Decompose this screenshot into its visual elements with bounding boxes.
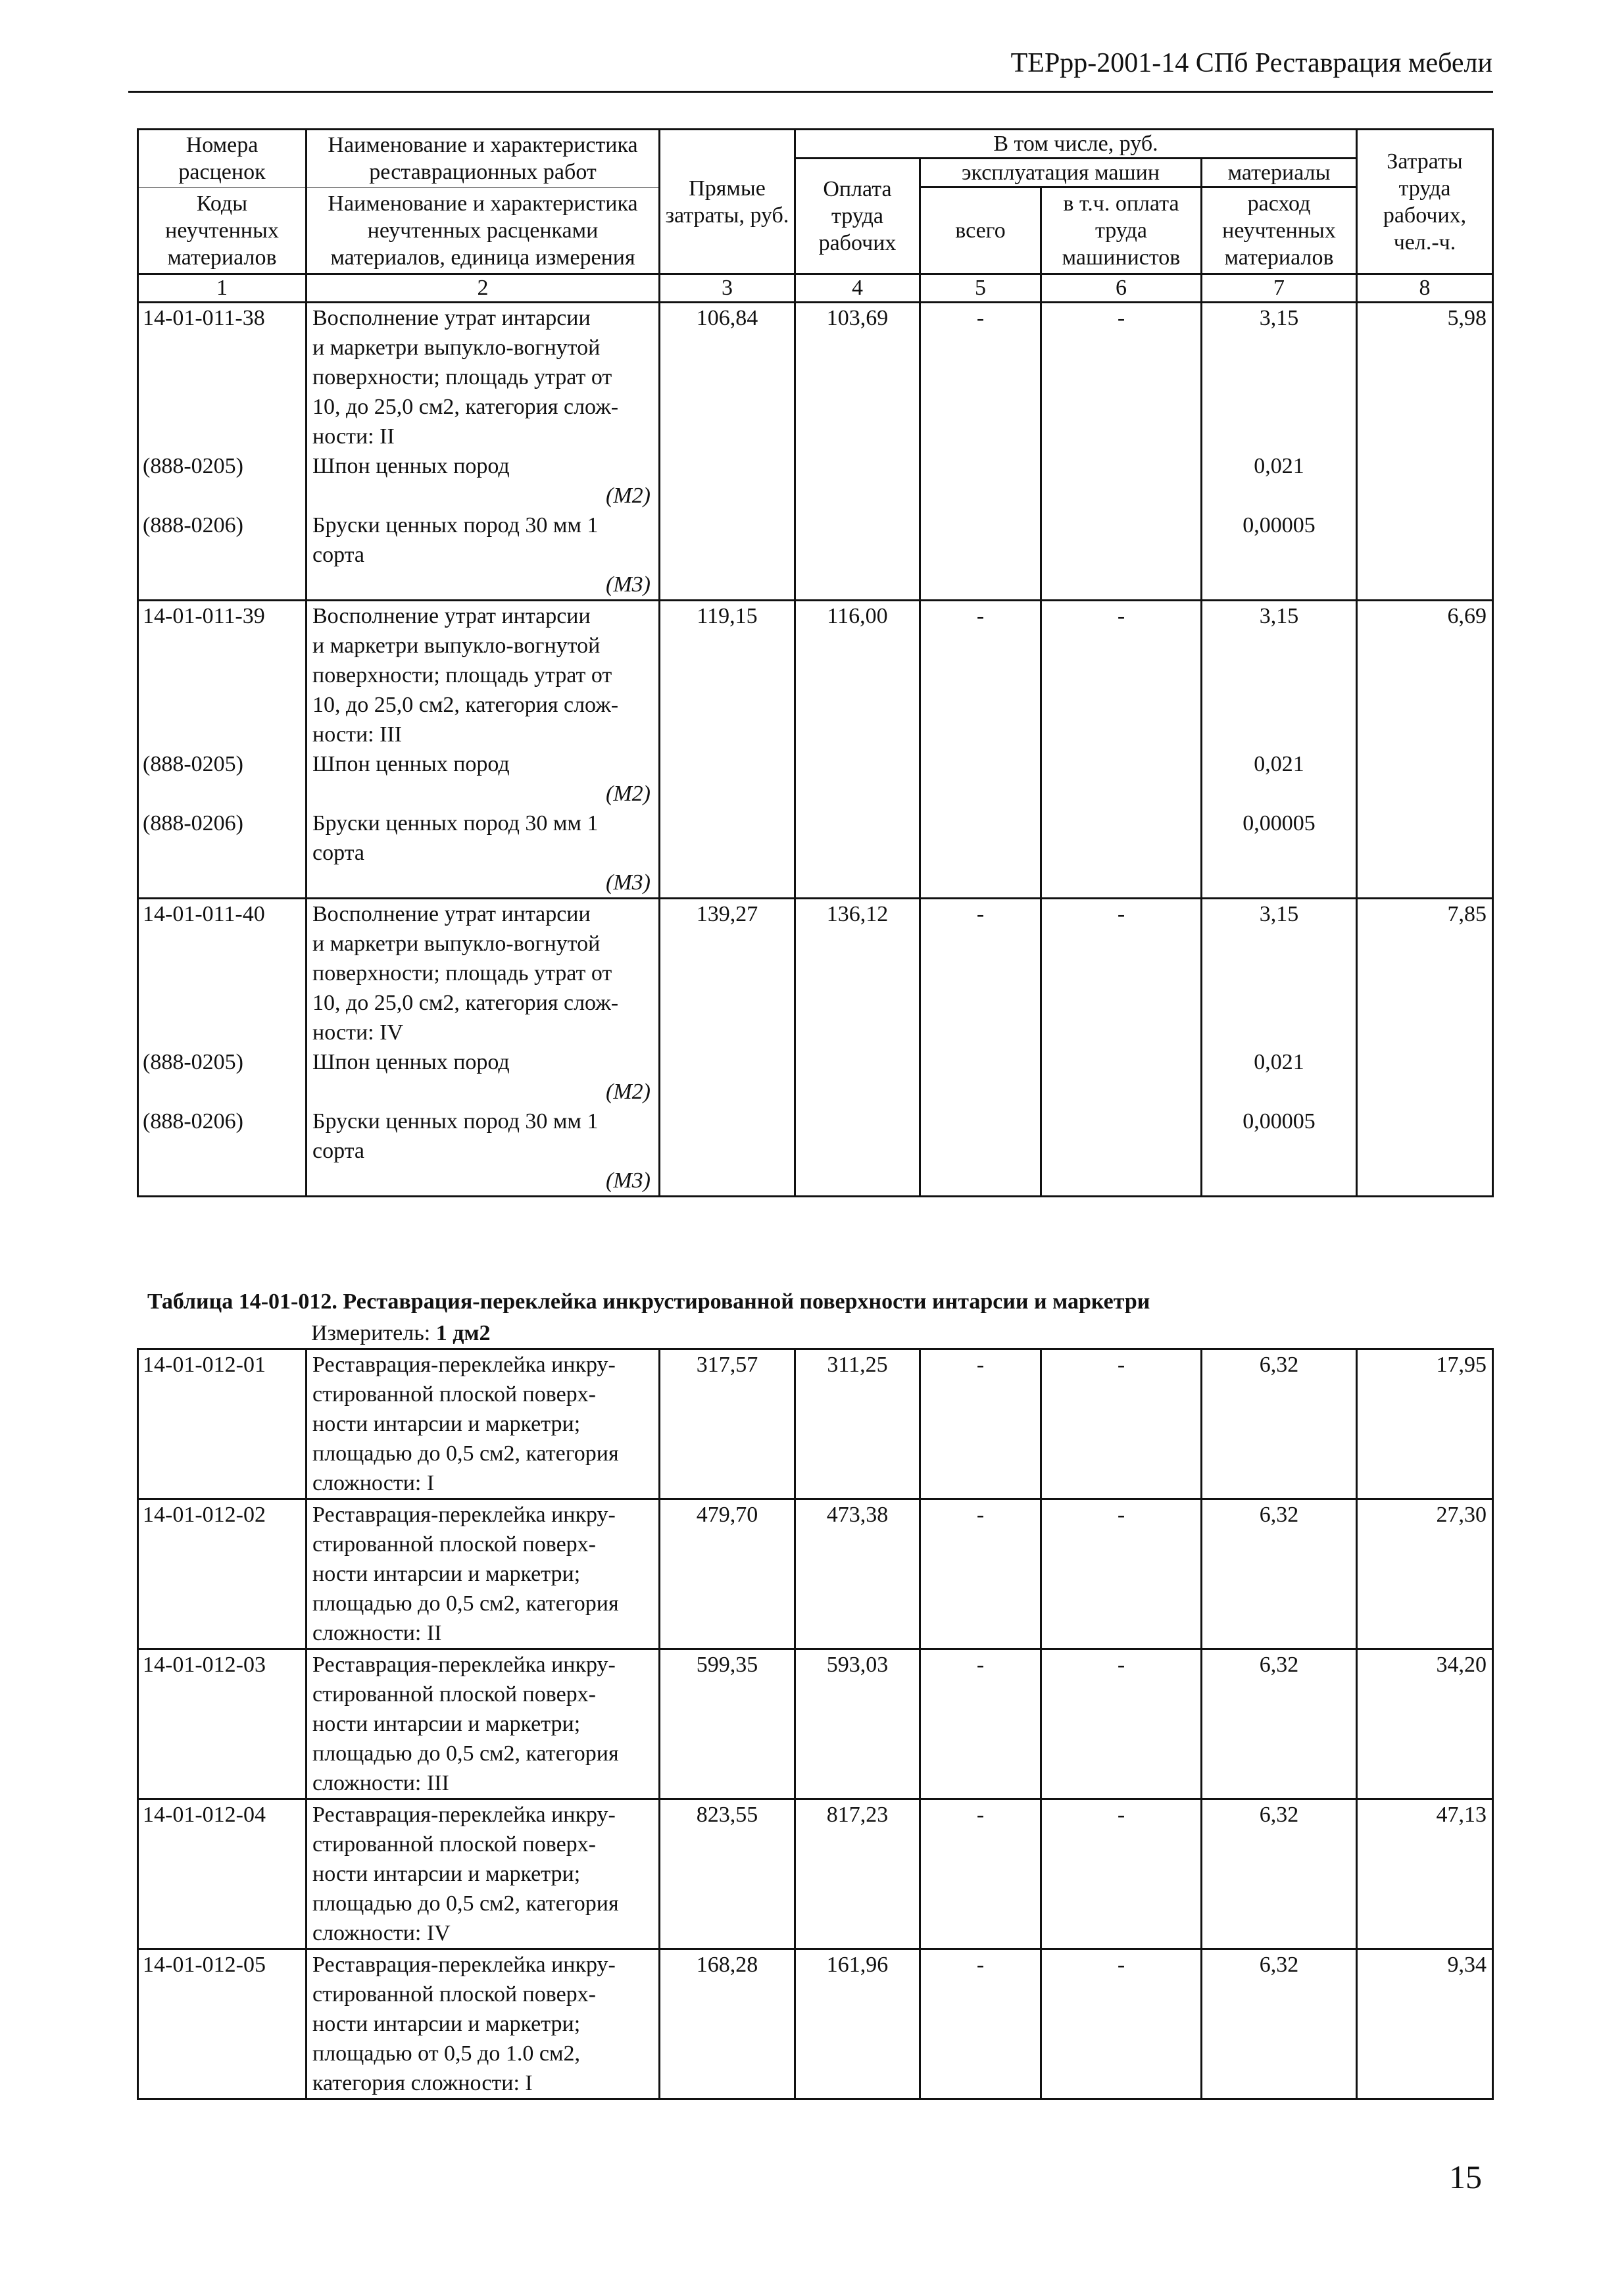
material-code: (888-0205) xyxy=(138,451,307,511)
material-qty: 0,00005 xyxy=(1202,809,1357,899)
name-line: Реставрация-переклейка инкру- xyxy=(312,1953,616,1977)
name-line: ности: II xyxy=(312,424,395,449)
material-code: (888-0206) xyxy=(138,1107,307,1197)
material-code: (888-0206) xyxy=(138,809,307,899)
rates-table-2 xyxy=(137,1348,1494,2100)
name-line: поверхности; площадь утрат от xyxy=(312,961,612,986)
header-col1-top: Номера расценок xyxy=(138,130,307,187)
name-line: стированной плоской поверх- xyxy=(312,1832,596,1857)
materials-cost: 6,32 xyxy=(1202,1349,1357,1499)
rate-code: 14-01-012-01 xyxy=(138,1349,307,1499)
column-numbers-row xyxy=(138,274,1493,303)
name-line: поверхности; площадь утрат от xyxy=(312,663,612,687)
column-number: 3 xyxy=(660,274,795,303)
name-line: площадью до 0,5 см2, категория xyxy=(312,1741,619,1766)
material-qty: 0,021 xyxy=(1202,1047,1357,1107)
rates-table xyxy=(137,128,1494,1197)
machinists-cost: - xyxy=(1041,1499,1202,1649)
material-name xyxy=(307,451,660,511)
materials-cost: 3,15 xyxy=(1202,303,1357,452)
labor-cost: 593,03 xyxy=(795,1649,920,1799)
unit-label: (М3) xyxy=(606,870,651,895)
name-line: сорта xyxy=(312,1139,365,1163)
machines-cost: - xyxy=(920,1649,1041,1799)
unit-label: (М2) xyxy=(606,484,651,508)
materials-cost: 6,32 xyxy=(1202,1949,1357,2099)
rate-code: 14-01-012-03 xyxy=(138,1649,307,1799)
material-name xyxy=(307,809,660,899)
rate-code: 14-01-012-02 xyxy=(138,1499,307,1649)
machinists-cost: - xyxy=(1041,1349,1202,1499)
table2-meter xyxy=(311,1321,491,1346)
material-name xyxy=(307,511,660,601)
name-line: поверхности; площадь утрат от xyxy=(312,365,612,389)
rate-name xyxy=(307,1949,660,2099)
direct-cost: 168,28 xyxy=(660,1949,795,2099)
labor-cost: 311,25 xyxy=(795,1349,920,1499)
name-line: Реставрация-переклейка инкру- xyxy=(312,1803,616,1827)
rate-name xyxy=(307,1799,660,1949)
column-number: 4 xyxy=(795,274,920,303)
table-row xyxy=(138,1499,1493,1649)
table-row xyxy=(138,303,1493,452)
page-number: 15 xyxy=(1449,2159,1482,2195)
labor-hours: 27,30 xyxy=(1357,1499,1493,1649)
column-number: 1 xyxy=(138,274,307,303)
header-col4: Оплата труда рабочих xyxy=(795,159,920,274)
header-group: В том числе, руб. xyxy=(795,130,1357,159)
direct-cost: 139,27 xyxy=(660,899,795,1197)
name-line: 10, до 25,0 см2, категория слож- xyxy=(312,693,619,717)
rate-name xyxy=(307,1349,660,1499)
header-materials: материалы xyxy=(1202,159,1357,187)
unit-label: (М2) xyxy=(606,1080,651,1104)
unit-label: (М3) xyxy=(606,1168,651,1193)
name-line: Восполнение утрат интарсии xyxy=(312,902,591,926)
name-line: стированной плоской поверх- xyxy=(312,1382,596,1407)
labor-cost: 136,12 xyxy=(795,899,920,1197)
labor-hours: 6,69 xyxy=(1357,601,1493,899)
material-qty: 0,00005 xyxy=(1202,511,1357,601)
header-col8: Затраты труда рабочих, чел.-ч. xyxy=(1357,130,1493,274)
rate-code: 14-01-011-40 xyxy=(138,899,307,1048)
machines-cost: - xyxy=(920,1499,1041,1649)
name-line: и маркетри выпукло-вогнутой xyxy=(312,932,601,956)
name-line: площадью до 0,5 см2, категория xyxy=(312,1891,619,1916)
labor-hours: 34,20 xyxy=(1357,1649,1493,1799)
name-line: Реставрация-переклейка инкру- xyxy=(312,1503,616,1527)
labor-hours: 5,98 xyxy=(1357,303,1493,601)
labor-hours: 7,85 xyxy=(1357,899,1493,1197)
machinists-cost: - xyxy=(1041,899,1202,1197)
name-line: категория сложности: I xyxy=(312,2071,533,2095)
labor-cost: 103,69 xyxy=(795,303,920,601)
machines-cost: - xyxy=(920,899,1041,1197)
name-line: ности интарсии и маркетри; xyxy=(312,1412,581,1436)
name-line: Восполнение утрат интарсии xyxy=(312,604,591,628)
rate-code: 14-01-012-04 xyxy=(138,1799,307,1949)
name-line: и маркетри выпукло-вогнутой xyxy=(312,336,601,360)
name-line: сложности: I xyxy=(312,1471,435,1495)
name-line: 10, до 25,0 см2, категория слож- xyxy=(312,395,619,419)
rate-name xyxy=(307,303,660,452)
material-qty: 0,00005 xyxy=(1202,1107,1357,1197)
name-line: Шпон ценных пород xyxy=(312,1050,510,1074)
table-header xyxy=(138,130,1493,303)
rate-name xyxy=(307,1649,660,1799)
header-col2-bottom: Наименование и характеристика неучтенных расценками материалов, единица измерения xyxy=(307,187,660,274)
name-line: Бруски ценных пород 30 мм 1 xyxy=(312,811,599,836)
machines-cost: - xyxy=(920,1799,1041,1949)
table-row xyxy=(138,899,1493,1048)
name-line: стированной плоской поверх- xyxy=(312,1982,596,2007)
materials-cost: 3,15 xyxy=(1202,601,1357,750)
material-code: (888-0205) xyxy=(138,1047,307,1107)
column-number: 6 xyxy=(1041,274,1202,303)
direct-cost: 119,15 xyxy=(660,601,795,899)
column-number: 8 xyxy=(1357,274,1493,303)
table2-caption: Таблица 14-01-012. Реставрация-переклейка инкрустированной поверхности интарсии и маркетри xyxy=(147,1289,1150,1314)
name-line: 10, до 25,0 см2, категория слож- xyxy=(312,991,619,1015)
materials-cost: 6,32 xyxy=(1202,1799,1357,1949)
header-col7: расход неучтенных материалов xyxy=(1202,187,1357,274)
table-row xyxy=(138,601,1493,750)
running-header: ТЕРрр-2001-14 СПб Реставрация мебели xyxy=(1010,48,1492,78)
direct-cost: 599,35 xyxy=(660,1649,795,1799)
meter-value: 1 дм2 xyxy=(435,1321,491,1345)
name-line: сложности: II xyxy=(312,1621,442,1645)
rate-code: 14-01-011-38 xyxy=(138,303,307,452)
direct-cost: 823,55 xyxy=(660,1799,795,1949)
materials-cost: 3,15 xyxy=(1202,899,1357,1048)
name-line: стированной плоской поверх- xyxy=(312,1682,596,1707)
table2-body xyxy=(138,1349,1493,2099)
name-line: ности интарсии и маркетри; xyxy=(312,2012,581,2036)
name-line: сорта xyxy=(312,841,365,865)
machinists-cost: - xyxy=(1041,1949,1202,2099)
name-line: площадью от 0,5 до 1.0 см2, xyxy=(312,2041,580,2066)
name-line: ности: IV xyxy=(312,1020,404,1045)
name-line: Реставрация-переклейка инкру- xyxy=(312,1353,616,1377)
name-line: Реставрация-переклейка инкру- xyxy=(312,1653,616,1677)
machines-cost: - xyxy=(920,601,1041,899)
rate-name xyxy=(307,899,660,1048)
direct-cost: 317,57 xyxy=(660,1349,795,1499)
name-line: площадью до 0,5 см2, категория xyxy=(312,1591,619,1616)
machinists-cost: - xyxy=(1041,1649,1202,1799)
meter-label: Измеритель: xyxy=(311,1321,431,1345)
labor-cost: 161,96 xyxy=(795,1949,920,2099)
name-line: Шпон ценных пород xyxy=(312,454,510,478)
header-machines: эксплуатация машин xyxy=(920,159,1202,187)
name-line: площадью до 0,5 см2, категория xyxy=(312,1441,619,1466)
machinists-cost: - xyxy=(1041,601,1202,899)
name-line: Бруски ценных пород 30 мм 1 xyxy=(312,513,599,537)
table-row xyxy=(138,1349,1493,1499)
materials-cost: 6,32 xyxy=(1202,1499,1357,1649)
name-line: ности интарсии и маркетри; xyxy=(312,1562,581,1586)
name-line: ности: III xyxy=(312,722,403,747)
name-line: Восполнение утрат интарсии xyxy=(312,306,591,330)
rate-code: 14-01-012-05 xyxy=(138,1949,307,2099)
labor-cost: 817,23 xyxy=(795,1799,920,1949)
column-number: 7 xyxy=(1202,274,1357,303)
machines-cost: - xyxy=(920,1949,1041,2099)
labor-cost: 473,38 xyxy=(795,1499,920,1649)
material-code: (888-0205) xyxy=(138,749,307,809)
header-col3: Прямые затраты, руб. xyxy=(660,130,795,274)
rate-name xyxy=(307,1499,660,1649)
rate-name xyxy=(307,601,660,750)
labor-hours: 9,34 xyxy=(1357,1949,1493,2099)
table-row xyxy=(138,1649,1493,1799)
name-line: ности интарсии и маркетри; xyxy=(312,1712,581,1736)
table-row xyxy=(138,1799,1493,1949)
table-row xyxy=(138,1949,1493,2099)
name-line: и маркетри выпукло-вогнутой xyxy=(312,634,601,658)
material-name xyxy=(307,1047,660,1107)
header-col2-top: Наименование и характеристика реставрационных работ xyxy=(307,130,660,187)
material-qty: 0,021 xyxy=(1202,451,1357,511)
name-line: сорта xyxy=(312,543,365,567)
machines-cost: - xyxy=(920,303,1041,601)
name-line: Шпон ценных пород xyxy=(312,752,510,776)
column-number: 5 xyxy=(920,274,1041,303)
header-col6: в т.ч. оплата труда машинистов xyxy=(1041,187,1202,274)
column-number: 2 xyxy=(307,274,660,303)
name-line: Бруски ценных пород 30 мм 1 xyxy=(312,1109,599,1134)
unit-label: (М3) xyxy=(606,572,651,597)
material-name xyxy=(307,749,660,809)
header-col5: всего xyxy=(920,187,1041,274)
material-name xyxy=(307,1107,660,1197)
labor-hours: 17,95 xyxy=(1357,1349,1493,1499)
name-line: сложности: IV xyxy=(312,1921,451,1945)
material-code: (888-0206) xyxy=(138,511,307,601)
table1-body xyxy=(138,303,1493,1197)
direct-cost: 479,70 xyxy=(660,1499,795,1649)
rate-code: 14-01-011-39 xyxy=(138,601,307,750)
machinists-cost: - xyxy=(1041,303,1202,601)
labor-hours: 47,13 xyxy=(1357,1799,1493,1949)
unit-label: (М2) xyxy=(606,782,651,806)
machines-cost: - xyxy=(920,1349,1041,1499)
materials-cost: 6,32 xyxy=(1202,1649,1357,1799)
direct-cost: 106,84 xyxy=(660,303,795,601)
labor-cost: 116,00 xyxy=(795,601,920,899)
machinists-cost: - xyxy=(1041,1799,1202,1949)
header-rule xyxy=(128,91,1493,93)
name-line: ности интарсии и маркетри; xyxy=(312,1862,581,1886)
name-line: стированной плоской поверх- xyxy=(312,1532,596,1557)
material-qty: 0,021 xyxy=(1202,749,1357,809)
header-col1-bottom: Коды неучтенных материалов xyxy=(138,187,307,274)
name-line: сложности: III xyxy=(312,1771,449,1795)
